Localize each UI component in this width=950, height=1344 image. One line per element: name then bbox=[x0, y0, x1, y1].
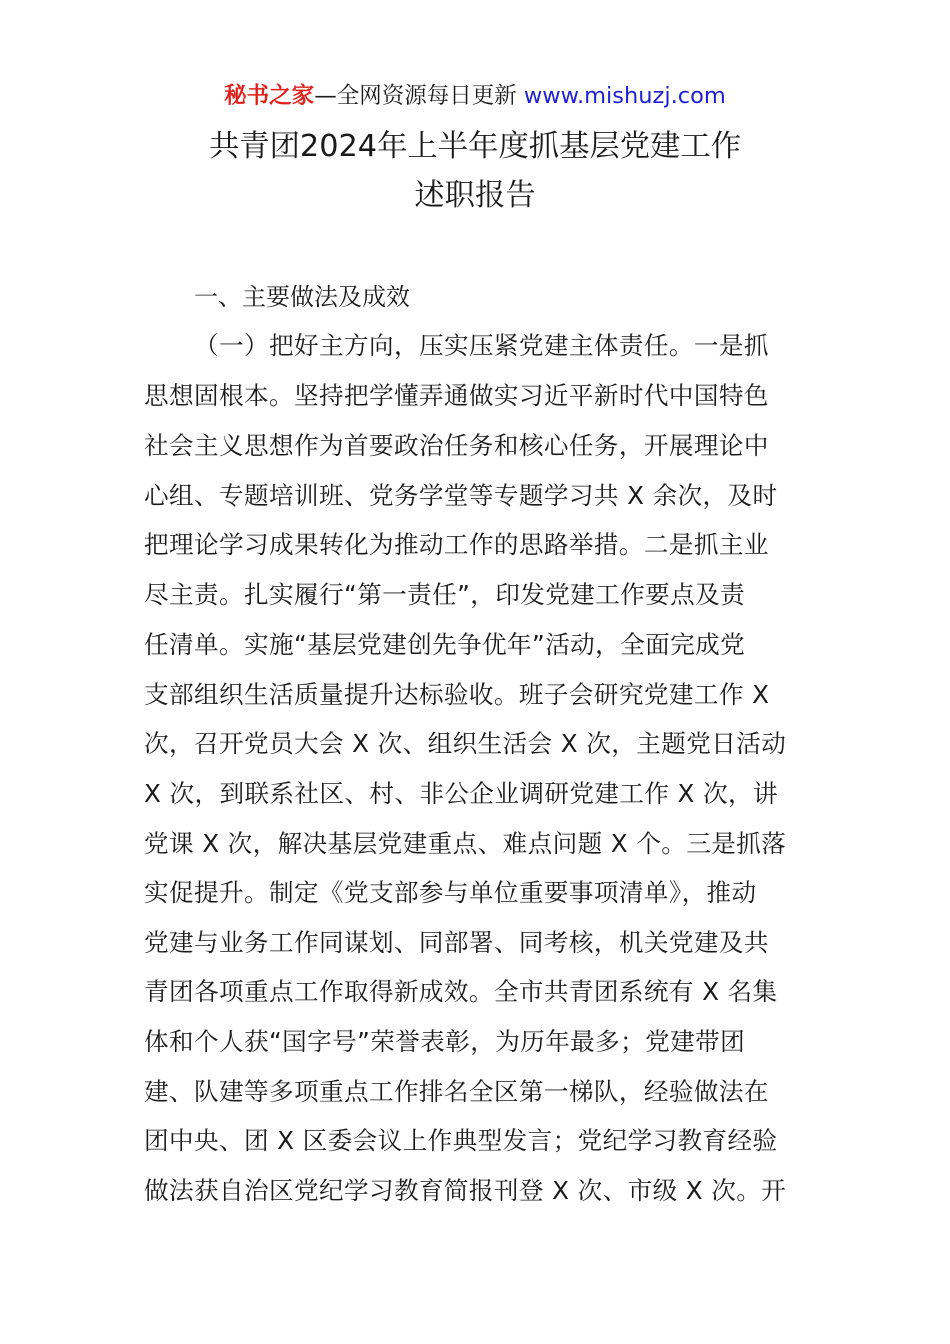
paragraph-line: X 次，到联系社区、村、非公企业调研党建工作 X 次，讲 bbox=[144, 779, 779, 808]
paragraph-line: 党建与业务工作同谋划、同部署、同考核，机关党建及共 bbox=[144, 928, 769, 957]
paragraph-line: 支部组织生活质量提升达标验收。班子会研究党建工作 X bbox=[144, 680, 770, 709]
site-url-link[interactable]: www.mishuzj.com bbox=[523, 83, 726, 109]
paragraph-line: 心组、专题培训班、党务学堂等专题学习共 X 余次，及时 bbox=[144, 481, 778, 510]
paragraph-line: 青团各项重点工作取得新成效。全市共青团系统有 X 名集 bbox=[144, 977, 778, 1006]
paragraph-line: 把理论学习成果转化为推动工作的思路举措。二是抓主业 bbox=[144, 530, 769, 559]
paragraph-line: 任清单。实施“基层党建创先争优年”活动，全面完成党 bbox=[144, 630, 746, 659]
paragraph-line: 团中央、团 X 区委会议上作典型发言；党纪学习教育经验 bbox=[144, 1126, 778, 1155]
paragraph-line: 实促提升。制定《党支部参与单位重要事项清单》，推动 bbox=[144, 878, 757, 907]
paragraph-line: 做法获自治区党纪学习教育简报刊登 X 次、市级 X 次。开 bbox=[144, 1176, 787, 1205]
paragraph-line: 尽主责。扎实履行“第一责任”，印发党建工作要点及责 bbox=[144, 580, 746, 609]
paragraph-line: （一）把好主方向，压实压紧党建主体责任。一是抓 bbox=[194, 331, 769, 360]
paragraph-line: 思想固根本。坚持把学懂弄通做实习近平新时代中国特色 bbox=[144, 381, 769, 410]
paragraph-line: 党课 X 次，解决基层党建重点、难点问题 X 个。三是抓落 bbox=[144, 829, 787, 858]
site-header bbox=[0, 80, 950, 112]
document-subtitle: 述职报告 bbox=[414, 178, 536, 213]
paragraph-line: 次，召开党员大会 X 次、组织生活会 X 次，主题党日活动 bbox=[144, 729, 787, 758]
site-tagline: —全网资源每日更新 bbox=[314, 83, 524, 109]
paragraph-line: 体和个人获“国字号”荣誉表彰，为历年最多；党建带团 bbox=[144, 1027, 746, 1056]
paragraph-line: 建、队建等多项重点工作排名全区第一梯队，经验做法在 bbox=[144, 1077, 769, 1106]
brand-name: 秘书之家 bbox=[224, 83, 315, 109]
document-title: 共青团2024年上半年度抓基层党建工作 bbox=[208, 129, 742, 164]
paragraph-line: 社会主义思想作为首要政治任务和核心任务，开展理论中 bbox=[144, 431, 769, 460]
section-heading: 一、主要做法及成效 bbox=[194, 283, 410, 311]
